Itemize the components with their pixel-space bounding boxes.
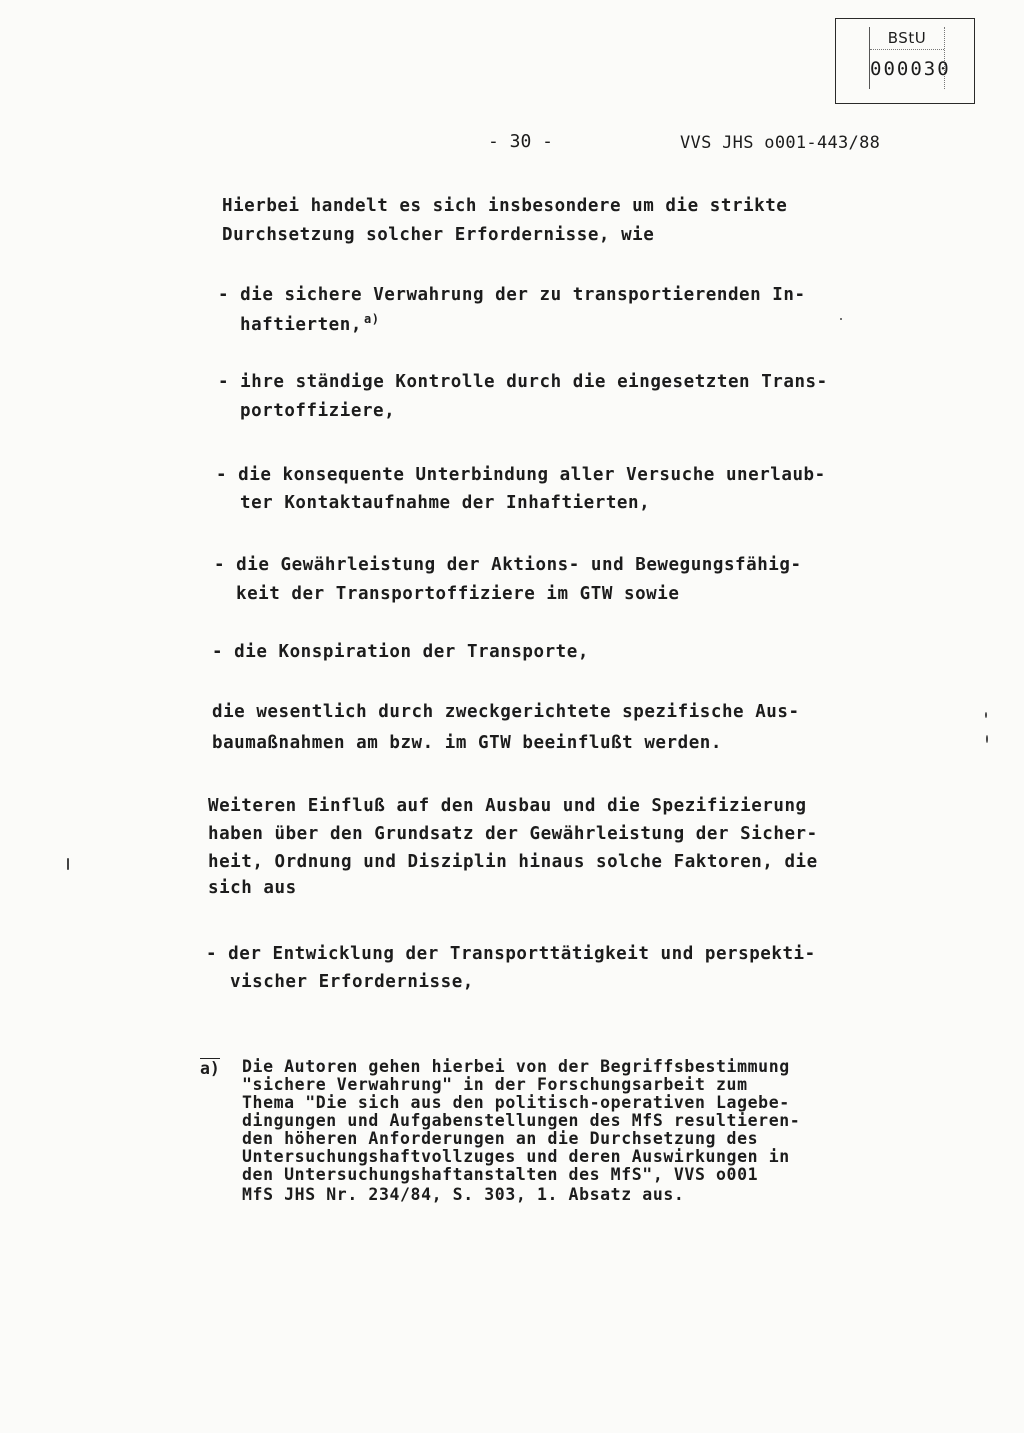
archive-stamp bbox=[835, 18, 975, 104]
bullet-text: haftierten, bbox=[240, 315, 362, 335]
body-line: sich aus bbox=[208, 878, 297, 898]
footnote-line: "sichere Verwahrung" in der Forschungsarbeit zum bbox=[242, 1075, 748, 1094]
footnote-line: Die Autoren gehen hierbei von der Begriffsbestimmung bbox=[242, 1057, 790, 1076]
bullet-line: - die Konspiration der Transporte, bbox=[212, 642, 589, 662]
bullet-line: ter Kontaktaufnahme der Inhaftierten, bbox=[240, 493, 651, 513]
bullet-line: - die konsequente Unterbindung aller Versuche unerlaub- bbox=[216, 465, 826, 485]
footnote-line: dingungen und Aufgabenstellungen des MfS resultieren- bbox=[242, 1111, 801, 1130]
footnote-line: Untersuchungshaftvollzuges und deren Auswirkungen in bbox=[242, 1147, 790, 1166]
document-reference: VVS JHS o001-443/88 bbox=[680, 133, 881, 153]
body-line: baumaßnahmen am bzw. im GTW beeinflußt werden. bbox=[212, 733, 722, 753]
bullet-line: - der Entwicklung der Transporttätigkeit und perspekti- bbox=[206, 944, 816, 964]
scan-speck bbox=[67, 858, 69, 870]
footnote-line: Thema "Die sich aus den politisch-operativen Lagebe- bbox=[242, 1093, 790, 1112]
stamp-label: BStU bbox=[870, 29, 944, 50]
body-line: haben über den Grundsatz der Gewährleistung der Sicher- bbox=[208, 824, 818, 844]
bullet-line: - ihre ständige Kontrolle durch die eingesetzten Trans- bbox=[218, 372, 828, 392]
bullet-line: keit der Transportoffiziere im GTW sowie bbox=[236, 584, 680, 604]
scan-speck bbox=[840, 318, 842, 320]
bullet-line: vischer Erfordernisse, bbox=[230, 972, 474, 992]
scan-speck bbox=[985, 712, 987, 718]
body-line: Hierbei handelt es sich insbesondere um die strikte bbox=[222, 196, 788, 216]
body-line: heit, Ordnung und Disziplin hinaus solche Faktoren, die bbox=[208, 852, 818, 872]
bullet-line: - die sichere Verwahrung der zu transportierenden In- bbox=[218, 285, 806, 305]
scan-speck bbox=[986, 735, 988, 743]
body-line: Durchsetzung solcher Erfordernisse, wie bbox=[222, 225, 655, 245]
bullet-line bbox=[240, 312, 380, 335]
stamp-number: 000030 bbox=[870, 58, 951, 80]
bullet-line: - die Gewährleistung der Aktions- und Bewegungsfähig- bbox=[214, 555, 802, 575]
footnote-reference: a) bbox=[363, 312, 380, 326]
footnote-line: den höheren Anforderungen an die Durchsetzung des bbox=[242, 1129, 759, 1148]
footnote-line: MfS JHS Nr. 234/84, S. 303, 1. Absatz aus. bbox=[242, 1185, 685, 1204]
footnote-marker: a) bbox=[200, 1059, 220, 1078]
page-number: - 30 - bbox=[488, 131, 554, 152]
bullet-line: portoffiziere, bbox=[240, 401, 396, 421]
body-line: Weiteren Einfluß auf den Ausbau und die Spezifizierung bbox=[208, 796, 807, 816]
body-line: die wesentlich durch zweckgerichtete spezifische Aus- bbox=[212, 702, 800, 722]
footnote-line: den Untersuchungshaftanstalten des MfS", VVS o001 bbox=[242, 1165, 759, 1184]
stamp-inner-box bbox=[869, 27, 951, 89]
